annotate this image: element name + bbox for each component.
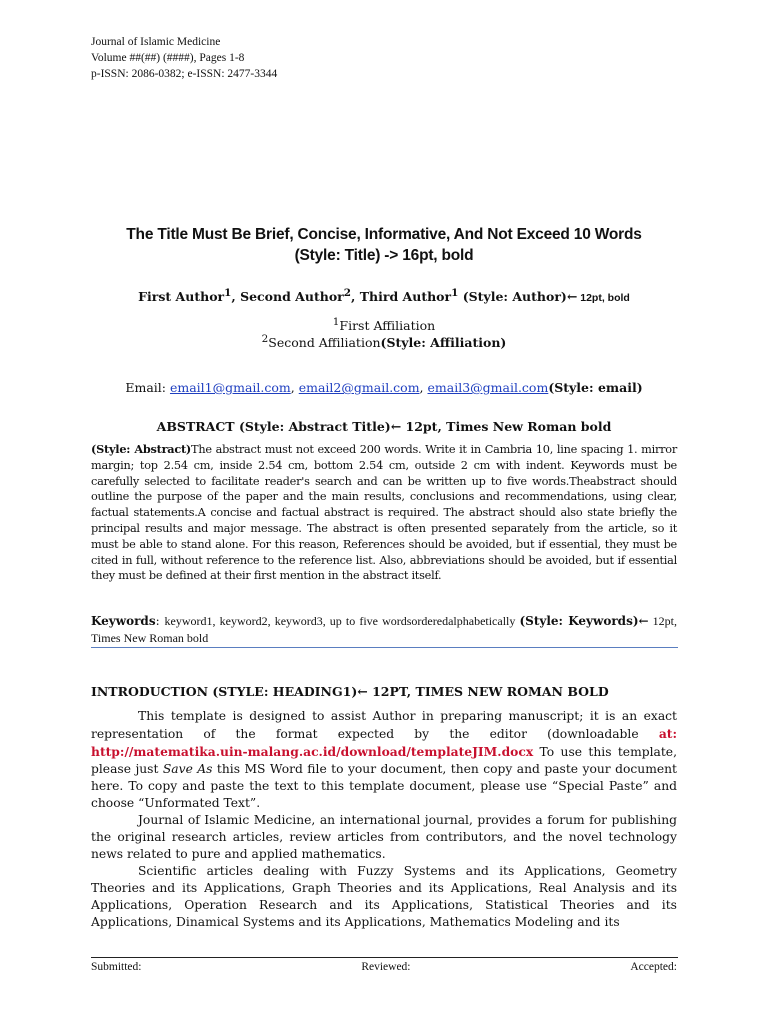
affiliation-second-num: 2 [261,333,269,345]
affiliation-style-label: (Style: Affiliation) [380,335,507,351]
email-sep-1: , [290,380,299,395]
email-line [91,380,677,395]
email-link-2[interactable]: email2@gmail.com [298,380,420,395]
paper-title [91,224,677,266]
affiliation-second-text: Second Affiliation [268,335,381,351]
keywords-style-note: 12pt, Times New Roman bold [91,614,677,645]
author-third-affil: 1 [451,287,459,299]
keywords-colon: : [155,614,165,628]
author-style-label: (Style: Author) [458,289,567,305]
footer-submitted: Submitted: [91,961,142,973]
abstract-title [91,419,677,434]
email-sep-2: , [419,380,428,395]
author-second: , Second Author [231,289,344,305]
paragraph-3: Scientific articles dealing with Fuzzy Systems and its Applications, Geometry Theories and its Applications, Graph Theories and its Applications, Real Analysis and its Applications, Operation Research and its Applications, Statistical Theories and its Applications, Dinamical Systems and its Applications, Mathematics Modeling and its [91,864,677,929]
paragraph-2: Journal of Islamic Medicine, an international journal, provides a forum for publishing the original research articles, review articles from contributors, and the novel technology news related to pure and applied mathematics. [91,813,677,861]
email-link-1[interactable]: email1@gmail.com [169,380,291,395]
keywords-label: Keywords [91,614,156,628]
paragraph-1 [91,708,677,812]
footer-rule [91,957,678,958]
author-line [91,287,677,304]
introduction-heading-text: INTRODUCTION (STYLE: HEADING1) [91,684,358,699]
title-line-1: The Title Must Be Brief, Concise, Informative, And Not Exceed 10 Words [126,226,642,243]
author-second-affil: 2 [343,287,352,299]
affiliation-first-text: First Affiliation [339,318,436,334]
affiliation-second [91,333,677,350]
introduction-body [91,708,677,931]
author-first: First Author [138,289,225,305]
email-link-3[interactable]: email3@gmail.com [427,380,549,395]
abstract-title-text: ABSTRACT (Style: Abstract Title) [156,419,391,434]
left-arrow-icon: ← [566,289,578,305]
email-style-label: (Style: email) [548,380,643,395]
section-divider [91,647,678,648]
paragraph-1-end: this MS Word file to your document, then copy and paste your document here. To copy and paste the text to this template document, please use “Special Paste” and choose “Unformated Text”. [91,762,677,810]
journal-header [91,34,277,82]
paragraph-1-mid: To use this template, please just [91,745,677,776]
footer-accepted: Accepted: [630,961,677,973]
template-download-link[interactable]: at: http://matematika.uin-malang.ac.id/download/templateJIM.docx [91,726,677,759]
left-arrow-icon: ← [390,419,402,434]
title-line-2: (Style: Title) -> 16pt, bold [294,247,474,264]
abstract-text: The abstract must not exceed 200 words. Write it in Cambria 10, line spacing 1. mirror margin; top 2.54 cm, inside 2.54 cm, bottom 2.54 cm, outside 2 cm with indent. Keywords must be carefully selected to facilitate reader's search and can be written up to five words.Theabstract should outline the purpose of the paper and the main results, conclusions and recommendations, using clear, factual statements.A concise and factual abstract is required. The abstract should also state briefly the principal results and major message. The abstract is often presented separately from the article, so it must be able to stand alone. For this reason, References should be avoided, but if essential, they must be cited in full, without reference to the reference list. Also, abbreviations should be avoided, but if essential they must be defined at their first mention in the abstract itself. [91,443,678,583]
author-style-note: 12pt, bold [577,292,630,305]
keywords-block [91,613,677,647]
journal-name: Journal of Islamic Medicine [91,36,221,48]
keywords-style-label: (Style: Keywords) [519,614,639,628]
page-footer [91,961,677,973]
affiliation-first-num: 1 [332,316,340,328]
volume-info: Volume ##(##) (####), Pages 1-8 [91,52,245,64]
introduction-heading [91,684,609,699]
footer-reviewed: Reviewed: [361,961,411,973]
email-label: Email: [125,380,170,395]
author-third: , Third Author [351,289,452,305]
affiliation-first [91,316,677,333]
abstract-body [91,442,677,584]
abstract-title-note: 12pt, Times New Roman bold [401,419,612,434]
paragraph-1-start: This template is designed to assist Author in preparing manuscript; it is an exact representation of the format expected by the editor (downloadable [91,709,677,741]
keywords-list: keyword1, keyword2, keyword3, up to five wordsorderedalphabetically [164,614,520,628]
left-arrow-icon: ← [638,614,649,628]
author-first-affil: 1 [224,287,232,299]
save-as-text: Save As [162,762,213,776]
introduction-heading-note: 12PT, TIMES NEW ROMAN BOLD [367,684,609,699]
left-arrow-icon: ← [357,684,368,699]
abstract-style-label: (Style: Abstract) [91,442,192,456]
issn-info: p-ISSN: 2086-0382; e-ISSN: 2477-3344 [91,68,278,80]
